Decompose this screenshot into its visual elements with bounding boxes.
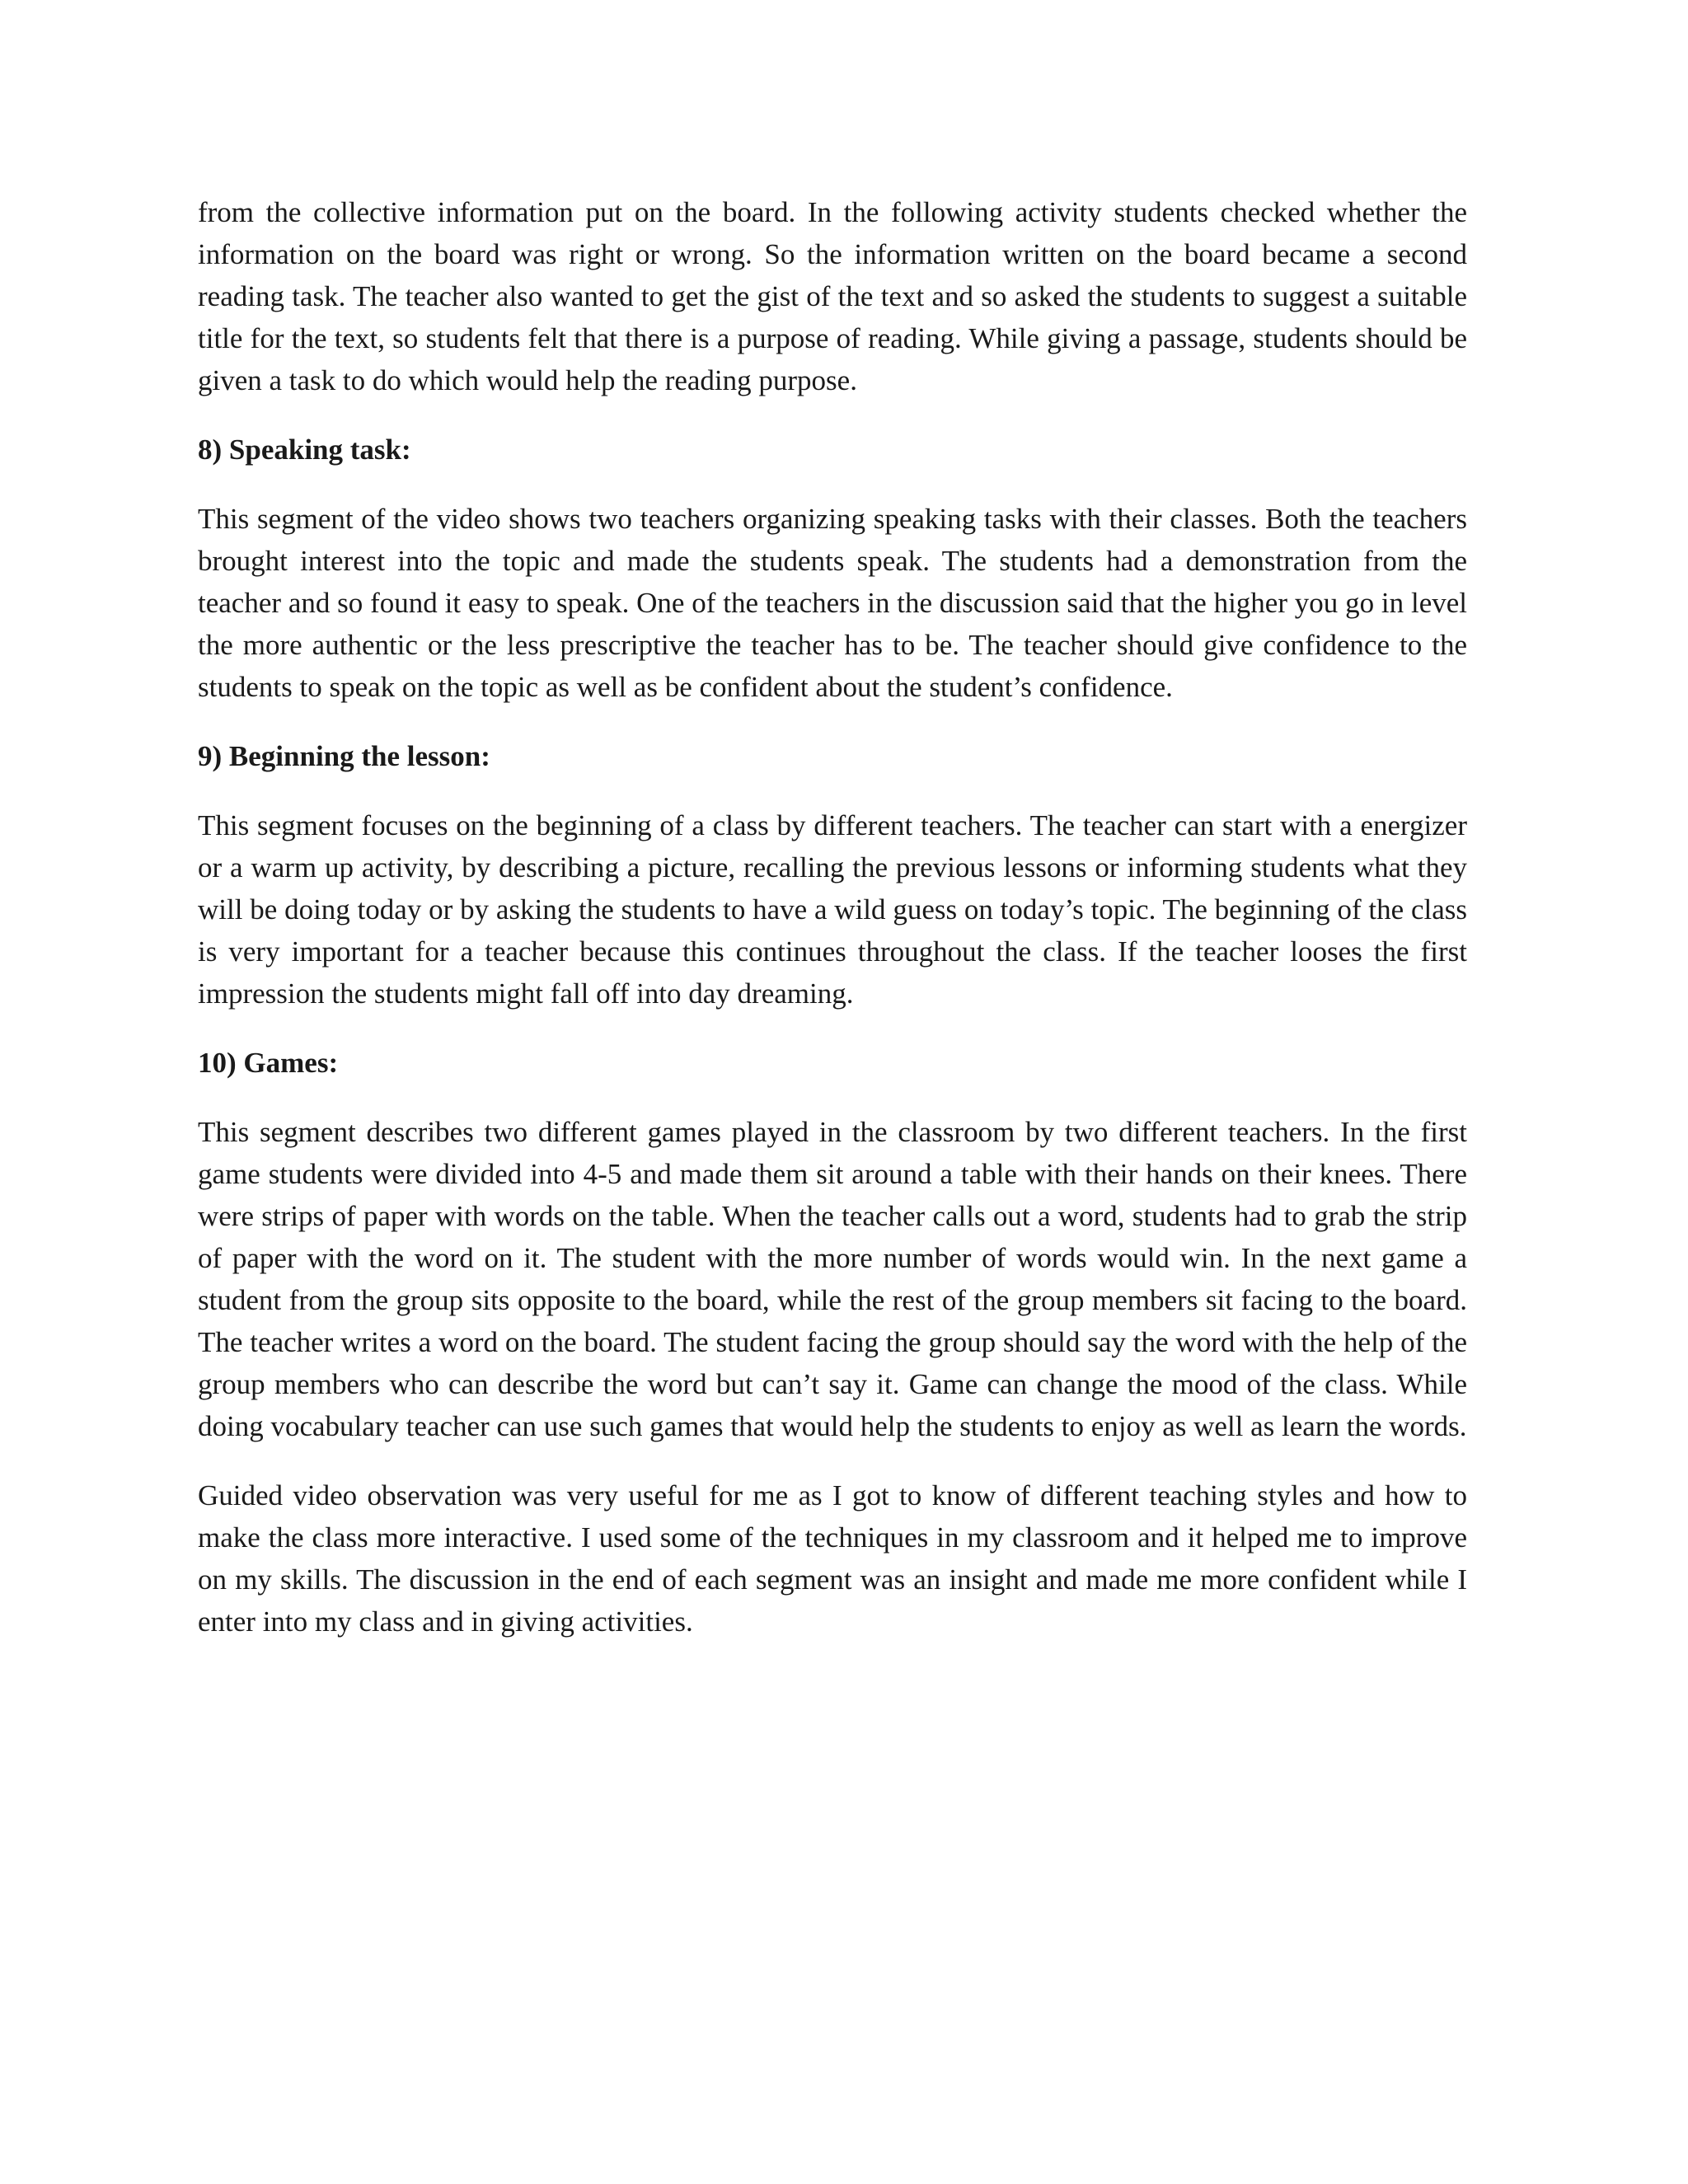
heading-games: 10) Games: [198, 1047, 339, 1079]
heading-speaking-task: 8) Speaking task: [198, 434, 411, 466]
paragraph-conclusion: Guided video observation was very useful for me as I got to know of different teaching styles and how to make the class more interactive. I used some of the techniques in my classroom and it helped me to improve on my skills. The discussion in the end of each segment was an insight and made me more confident while I enter into my class and in giving activities. [198, 1479, 1467, 1638]
document-body [198, 191, 1467, 1670]
heading-beginning-lesson: 9) Beginning the lesson: [198, 740, 490, 772]
paragraph-speaking-task: This segment of the video shows two teachers organizing speaking tasks with their classes. Both the teachers brought interest into the topic and made the students speak. The students had a demonstration from the teacher and so found it easy to speak. One of the teachers in the discussion said that the higher you go in level the more authentic or the less prescriptive the teacher has to be. The teacher should give confidence to the students to speak on the topic as well as be confident about the student’s confidence. [198, 503, 1467, 703]
paragraph-beginning-lesson: This segment focuses on the beginning of a class by different teachers. The teacher can start with a energizer or a warm up activity, by describing a picture, recalling the previous lessons or informing students what they will be doing today or by asking the students to have a wild guess on today’s topic. The beginning of the class is very important for a teacher because this continues throughout the class. If the teacher looses the first impression the students might fall off into day dreaming. [198, 809, 1467, 1010]
paragraph-reading-intro: from the collective information put on the board. In the following activity students checked whether the information on the board was right or wrong. So the information written on the board became a second reading task. The teacher also wanted to get the gist of the text and so asked the students to suggest a suitable title for the text, so students felt that there is a purpose of reading. While giving a passage, students should be given a task to do which would help the reading purpose. [198, 196, 1467, 396]
paragraph-games: This segment describes two different games played in the classroom by two different teachers. In the first game students were divided into 4-5 and made them sit around a table with their hands on their knees. There were strips of paper with words on the table. When the teacher calls out a word, students had to grab the strip of paper with the word on it. The student with the more number of words would win. In the next game a student from the group sits opposite to the board, while the rest of the group members sit facing to the board. The teacher writes a word on the board. The student facing the group should say the word with the help of the group members who can describe the word but can’t say it. Game can change the mood of the class. While doing vocabulary teacher can use such games that would help the students to enjoy as well as learn the words. [198, 1116, 1467, 1442]
